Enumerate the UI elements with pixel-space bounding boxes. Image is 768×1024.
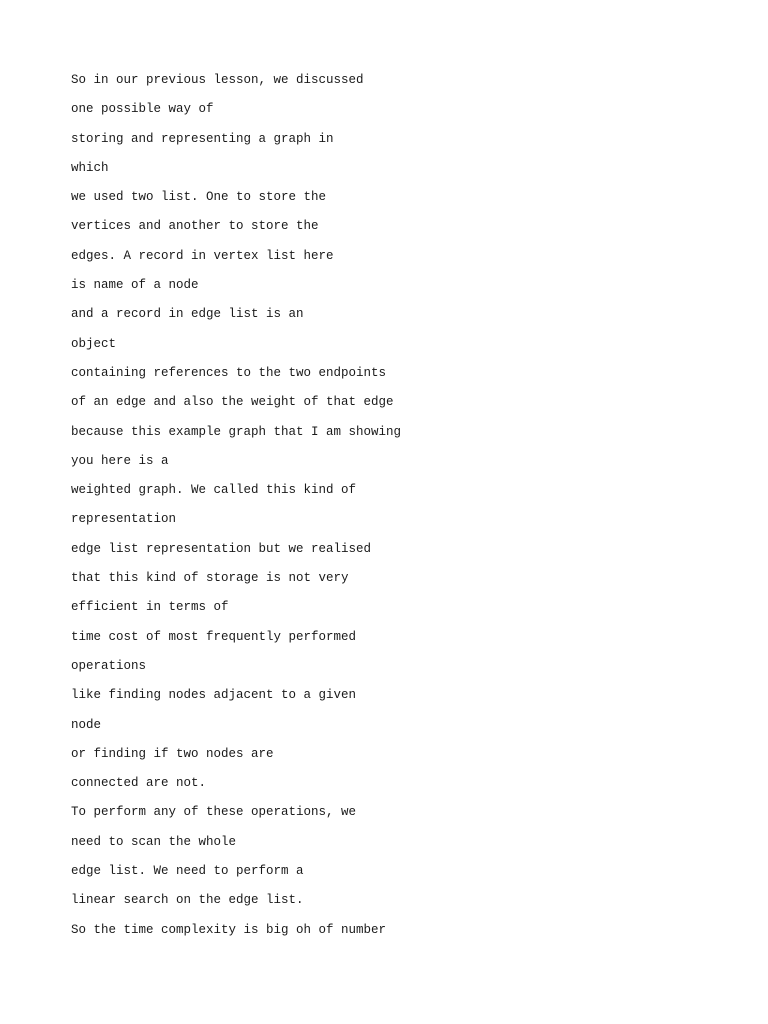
text-line: connected are not. [71, 776, 207, 791]
text-line: So the time complexity is big oh of number [71, 922, 387, 937]
text-line: representation [71, 512, 177, 527]
text-line: To perform any of these operations, we [71, 805, 357, 820]
text-line: which [71, 160, 109, 175]
text-line: storing and representing a graph in [71, 131, 334, 146]
text-line: we used two list. One to store the [71, 190, 327, 205]
text-line: need to scan the whole [71, 834, 237, 849]
text-line: So in our previous lesson, we discussed [71, 73, 364, 87]
text-line: time cost of most frequently performed [71, 629, 357, 644]
text-line: efficient in terms of [71, 600, 229, 615]
text-line: like finding nodes adjacent to a given [71, 688, 357, 703]
text-line: edge list representation but we realised [71, 541, 372, 556]
text-line: is name of a node [71, 278, 199, 293]
text-line: or finding if two nodes are [71, 746, 274, 761]
transcript-text [71, 66, 711, 945]
text-line: vertices and another to store the [71, 219, 319, 234]
text-line: because this example graph that I am showing [71, 424, 402, 439]
text-line: linear search on the edge list. [71, 893, 304, 908]
text-line: object [71, 336, 117, 351]
text-line: operations [71, 658, 147, 673]
text-line: and a record in edge list is an [71, 307, 304, 322]
text-line: you here is a [71, 453, 169, 468]
text-line: containing references to the two endpoints [71, 365, 387, 380]
text-line: edge list. We need to perform a [71, 864, 304, 879]
text-line: that this kind of storage is not very [71, 571, 349, 586]
text-line: weighted graph. We called this kind of [71, 483, 357, 498]
text-line: one possible way of [71, 102, 214, 117]
text-line: node [71, 717, 102, 732]
text-line: edges. A record in vertex list here [71, 248, 334, 263]
text-line: of an edge and also the weight of that edge [71, 395, 394, 410]
